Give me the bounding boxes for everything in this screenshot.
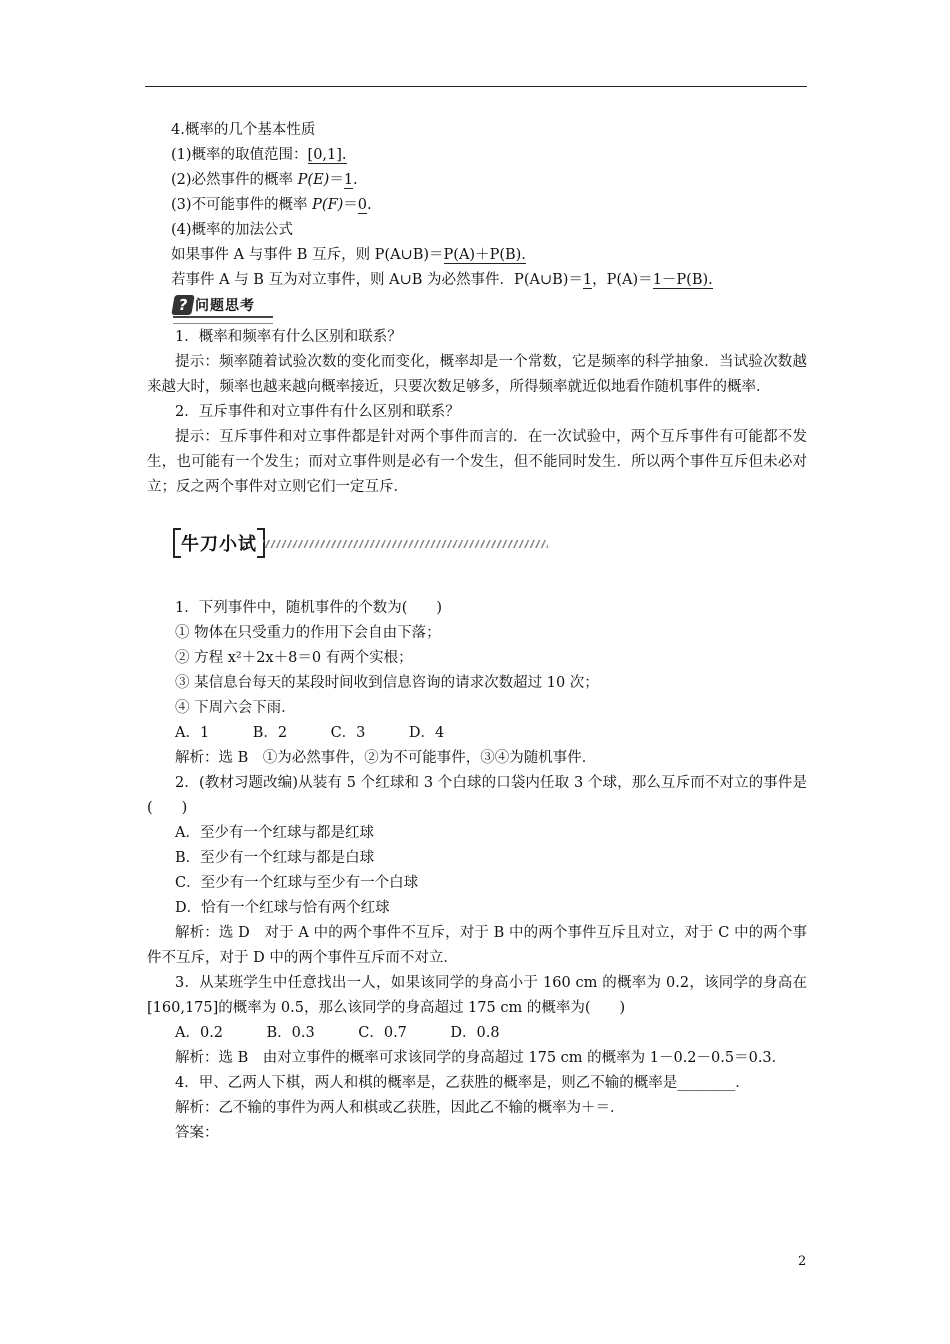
complement-mid-text: ，P(A)＝ xyxy=(592,272,653,288)
property-3-answer: 0 xyxy=(357,197,368,213)
addition-rule-complement xyxy=(147,268,807,293)
addition-rule-answer: P(A)＋P(B). xyxy=(443,247,526,263)
complement-answer-2: 1－P(B). xyxy=(652,272,713,288)
problem-4-stem: 4．甲、乙两人下棋，两人和棋的概率是，乙获胜的概率是，则乙不输的概率是________． xyxy=(175,1075,750,1091)
problem-3-options: A．0.2 B．0.3 C．0.7 D．0.8 xyxy=(175,1025,500,1041)
addition-rule-text: 如果事件 A 与事件 B 互斥，则 P(A∪B)＝ xyxy=(171,247,444,263)
property-3 xyxy=(147,193,807,218)
problem-2-option-c: C．至少有一个红球与至少有一个白球 xyxy=(175,875,419,891)
problem-1-options: A．1 B．2 C．3 D．4 xyxy=(175,725,445,741)
problem-1-item-2: ② 方程 x²＋2x＋8＝0 有两个实根； xyxy=(175,650,413,666)
problem-1-item-3: ③ 某信息台每天的某段时间收到信息咨询的请求次数超过 10 次； xyxy=(175,675,599,691)
problem-1-stem: 1．下列事件中，随机事件的个数为( ) xyxy=(175,600,443,616)
property-1 xyxy=(147,143,807,168)
think-heading-underline xyxy=(173,316,273,324)
problem-3-solution: 解析：选 B 由对立事件的概率可求该同学的身高超过 175 cm 的概率为 1－0.2－0.5＝0.3． xyxy=(175,1050,787,1066)
property-3-eq: ＝ xyxy=(343,197,358,213)
property-3-suffix: . xyxy=(367,197,372,213)
page-number: 2 xyxy=(798,1254,807,1269)
property-2 xyxy=(147,168,807,193)
property-2-suffix: . xyxy=(353,172,358,188)
heading-stripes xyxy=(263,540,548,548)
try-heading xyxy=(173,528,807,562)
think-heading-label: 问题思考 xyxy=(195,298,255,314)
addition-rule-mutually-exclusive xyxy=(147,243,807,268)
property-2-answer: 1 xyxy=(343,172,354,188)
problem-2-option-a: A．至少有一个红球与都是红球 xyxy=(175,825,374,841)
complement-answer-1: 1 xyxy=(582,272,593,288)
property-2-expr: P(E) xyxy=(297,172,330,188)
property-1-text: (1)概率的取值范围： xyxy=(171,147,308,163)
problem-2-option-b: B．至少有一个红球与都是白球 xyxy=(175,850,375,866)
page-content xyxy=(147,118,807,1146)
problem-2-option-d: D．恰有一个红球与恰有两个红球 xyxy=(175,900,390,916)
problem-3-stem: 3．从某班学生中任意找出一人，如果该同学的身高小于 160 cm 的概率为 0.2，该同学的身高在[160,175]的概率为 0.5，那么该同学的身高超过 175 cm 的概率为( ) xyxy=(147,975,807,1016)
think-answer-1: 提示：频率随着试验次数的变化而变化，概率却是一个常数，它是频率的科学抽象．当试验次数越来越大时，频率也越来越向概率接近，只要次数足够多，所得频率就近似地看作随机事件的概率． xyxy=(147,354,807,395)
problem-1-item-1: ① 物体在只受重力的作用下会自由下落； xyxy=(175,625,441,641)
question-mark-icon: ? xyxy=(171,295,195,315)
property-4: (4)概率的加法公式 xyxy=(171,222,294,238)
try-heading-label: 牛刀小试 xyxy=(181,534,257,555)
problem-1-solution: 解析：选 B ①为必然事件，②为不可能事件，③④为随机事件． xyxy=(175,750,597,766)
complement-rule-text: 若事件 A 与 B 互为对立事件，则 A∪B 为必然事件．P(A∪B)＝ xyxy=(171,272,583,288)
problem-2-solution: 解析：选 D 对于 A 中的两个事件不互斥，对于 B 中的两个事件互斥且对立，对于 C 中的两个事件不互斥，对于 D 中的两个事件互斥而不对立． xyxy=(147,925,807,966)
problem-1-item-4: ④ 下周六会下雨． xyxy=(175,700,296,716)
property-2-text: (2)必然事件的概率 xyxy=(171,172,298,188)
section-title: 4.概率的几个基本性质 xyxy=(171,122,316,138)
property-1-answer: [0,1]. xyxy=(307,147,347,163)
think-answer-2: 提示：互斥事件和对立事件都是针对两个事件而言的．在一次试验中，两个互斥事件有可能都不发生，也可能有一个发生；而对立事件则是必有一个发生，但不能同时发生．所以两个事件互斥但未必对立；反之两个事件对立则它们一定互斥． xyxy=(147,429,807,495)
think-heading xyxy=(173,295,807,323)
property-3-expr: P(F) xyxy=(312,197,344,213)
header-rule xyxy=(145,86,807,87)
left-bracket-icon xyxy=(173,528,181,558)
think-question-1: 1．概率和频率有什么区别和联系？ xyxy=(175,329,402,345)
think-question-2: 2．互斥事件和对立事件有什么区别和联系？ xyxy=(175,404,460,420)
property-3-text: (3)不可能事件的概率 xyxy=(171,197,313,213)
property-2-eq: ＝ xyxy=(329,172,344,188)
problem-4-solution: 解析：乙不输的事件为两人和棋或乙获胜，因此乙不输的概率为＋＝． xyxy=(175,1100,625,1116)
problem-4-answer: 答案： xyxy=(175,1125,219,1141)
problem-2-stem: 2．(教材习题改编)从装有 5 个红球和 3 个白球的口袋内任取 3 个球，那么互斥而不对立的事件是( ) xyxy=(147,775,807,816)
